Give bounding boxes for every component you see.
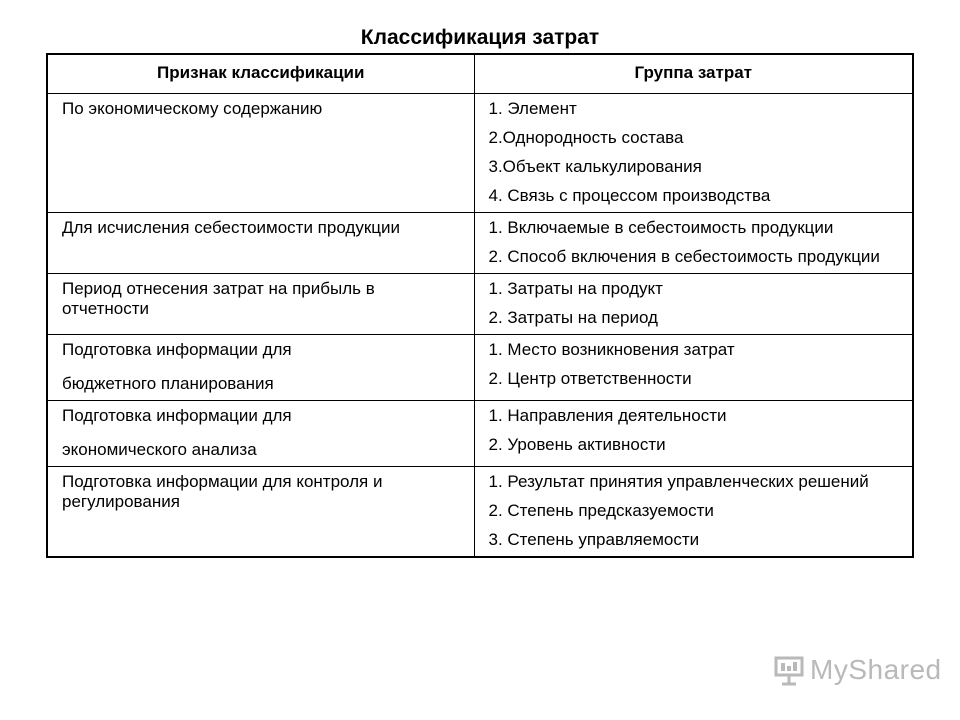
group-item: 3.Объект калькулирования [488,157,702,176]
criterion-cell [47,213,474,274]
header-group: Группа затрат [474,54,913,94]
classification-table [46,53,914,558]
watermark-text: MyShared [810,654,942,685]
group-cell [474,94,913,213]
criterion-text: бюджетного планирования [62,374,274,393]
group-item: 3. Степень управляемости [488,530,700,549]
criterion-text: Подготовка информации для [62,406,292,425]
criterion-text: Подготовка информации для [62,340,292,359]
group-item: 1. Место возникновения затрат [488,340,735,359]
criterion-cell [47,335,474,401]
group-item: 1. Направления деятельности [488,406,727,425]
table-header-row [47,54,913,94]
group-cell [474,467,913,558]
criterion-cell [47,94,474,213]
group-item: 1. Результат принятия управленческих решений [488,472,869,491]
group-cell [474,401,913,467]
criterion-cell [47,401,474,467]
criterion-text: Период отнесения затрат на прибыль в отчетности [62,279,375,318]
criterion-text: экономического анализа [62,440,257,459]
table-row [47,274,913,335]
table-row [47,94,913,213]
group-item: 2. Затраты на период [488,308,658,327]
group-item: 2.Однородность состава [488,128,684,147]
group-item: 2. Способ включения в себестоимость продукции [488,247,880,266]
group-item: 4. Связь с процессом производства [488,186,771,205]
table-row [47,213,913,274]
group-item: 1. Включаемые в себестоимость продукции [488,218,834,237]
presentation-board-icon [772,653,806,687]
group-cell [474,274,913,335]
header-criterion: Признак классификации [47,54,474,94]
group-item: 1. Элемент [488,99,577,118]
page-title: Классификация затрат [360,26,600,49]
group-item: 2. Степень предсказуемости [488,501,714,520]
criterion-cell [47,274,474,335]
criterion-text: Подготовка информации для контроля и регулирования [62,472,383,511]
group-cell [474,335,913,401]
group-cell [474,213,913,274]
group-item: 1. Затраты на продукт [488,279,663,298]
group-item: 2. Уровень активности [488,435,666,454]
criterion-text: Для исчисления себестоимости продукции [62,218,400,237]
table-row [47,467,913,558]
table-row [47,401,913,467]
watermark [772,653,942,687]
criterion-text: По экономическому содержанию [62,99,323,118]
group-item: 2. Центр ответственности [488,369,692,388]
table-row [47,335,913,401]
criterion-cell [47,467,474,558]
